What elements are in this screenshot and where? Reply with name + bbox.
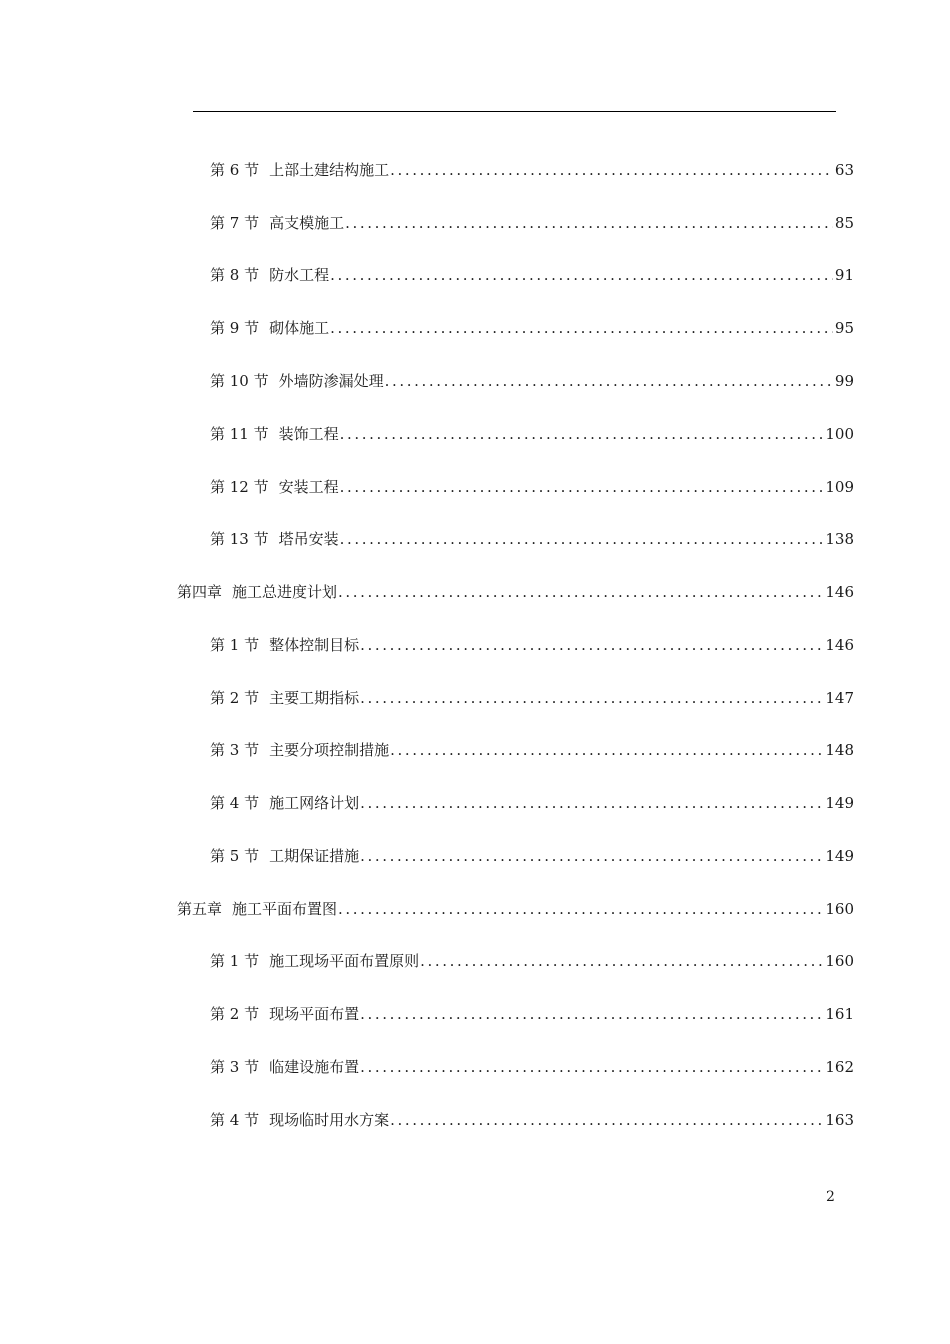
dot-leader [360, 1055, 823, 1079]
toc-entry[interactable] [210, 1108, 854, 1132]
toc-entry-title: 外墙防渗漏处理 [278, 372, 384, 390]
toc-entry[interactable] [210, 844, 854, 868]
page-number: 2 [826, 1189, 835, 1205]
toc-entry-number: 第五章 [177, 900, 223, 918]
dot-leader [345, 211, 833, 235]
toc-entry-page: 146 [825, 636, 854, 654]
dot-leader [390, 158, 833, 182]
toc-entry-number: 第 6 节 [210, 161, 260, 179]
toc-entry-title: 装饰工程 [278, 425, 339, 443]
toc-entry-page: 162 [825, 1058, 854, 1076]
toc-entry-title: 主要分项控制措施 [269, 741, 390, 759]
toc-entry-title: 施工现场平面布置原则 [269, 952, 420, 970]
dot-leader [340, 422, 824, 446]
toc-entry[interactable] [210, 158, 854, 182]
toc-entry-page: 100 [825, 425, 854, 443]
toc-entry-number: 第 5 节 [210, 847, 260, 865]
toc-entry[interactable] [210, 263, 854, 287]
toc-entry-number: 第 12 节 [210, 478, 269, 496]
toc-entry-page: 85 [834, 214, 854, 232]
toc-entry-title: 安装工程 [278, 478, 339, 496]
toc-entry[interactable] [210, 738, 854, 762]
dot-leader [360, 844, 823, 868]
toc-entry[interactable] [210, 475, 854, 499]
dot-leader [340, 527, 824, 551]
toc-entry-page: 63 [834, 161, 854, 179]
toc-entry-number: 第 1 节 [210, 636, 260, 654]
dot-leader [338, 580, 823, 604]
toc-entry-page: 163 [825, 1111, 854, 1129]
toc-entry-page: 147 [825, 689, 854, 707]
toc-entry-number: 第 9 节 [210, 319, 260, 337]
header-rule [193, 111, 836, 112]
toc-entry[interactable] [210, 791, 854, 815]
toc-entry[interactable] [210, 316, 854, 340]
toc-entry[interactable] [210, 1055, 854, 1079]
toc-entry-number: 第 2 节 [210, 689, 260, 707]
dot-leader [360, 686, 823, 710]
toc-entry-page: 138 [825, 530, 854, 548]
toc-entry-page: 146 [825, 583, 854, 601]
toc-entry[interactable] [210, 422, 854, 446]
toc-entry-page: 149 [825, 794, 854, 812]
toc-entry-number: 第 4 节 [210, 1111, 260, 1129]
toc-entry-title: 施工网络计划 [269, 794, 360, 812]
dot-leader [385, 369, 833, 393]
toc-entry-title: 工期保证措施 [269, 847, 360, 865]
dot-leader [420, 949, 823, 973]
toc-entry[interactable] [210, 211, 854, 235]
toc-entry-page: 148 [825, 741, 854, 759]
toc-entry-page: 95 [834, 319, 854, 337]
toc-entry-number: 第 11 节 [210, 425, 269, 443]
dot-leader [360, 791, 823, 815]
toc-entry-page: 109 [825, 478, 854, 496]
toc-entry-number: 第 10 节 [210, 372, 269, 390]
toc-entry-number: 第 7 节 [210, 214, 260, 232]
toc-entry[interactable] [210, 1002, 854, 1026]
toc-entry-number: 第 3 节 [210, 741, 260, 759]
toc-entry-number: 第 8 节 [210, 266, 260, 284]
toc-entry-number: 第 3 节 [210, 1058, 260, 1076]
toc-entry-title: 施工总进度计划 [232, 583, 338, 601]
toc-entry[interactable] [210, 527, 854, 551]
dot-leader [360, 1002, 823, 1026]
toc-entry-page: 161 [825, 1005, 854, 1023]
toc-entry-title: 整体控制目标 [269, 636, 360, 654]
toc-entry-page: 160 [825, 900, 854, 918]
toc-entry-title: 高支模施工 [269, 214, 345, 232]
toc-entry-number: 第 4 节 [210, 794, 260, 812]
dot-leader [338, 897, 823, 921]
toc-entry-page: 160 [825, 952, 854, 970]
toc-entry-title: 上部土建结构施工 [269, 161, 390, 179]
toc-chapter-entry[interactable] [177, 897, 854, 921]
dot-leader [390, 1108, 823, 1132]
toc-entry-title: 防水工程 [269, 266, 330, 284]
toc-entry-title: 现场临时用水方案 [269, 1111, 390, 1129]
dot-leader [390, 738, 823, 762]
toc-chapter-entry[interactable] [177, 580, 854, 604]
toc-entry[interactable] [210, 633, 854, 657]
toc-entry-number: 第四章 [177, 583, 223, 601]
toc-entry-title: 临建设施布置 [269, 1058, 360, 1076]
toc-entry[interactable] [210, 686, 854, 710]
toc-entry-page: 91 [834, 266, 854, 284]
toc-entry-number: 第 13 节 [210, 530, 269, 548]
toc-entry-title: 塔吊安装 [278, 530, 339, 548]
toc-entry-title: 现场平面布置 [269, 1005, 360, 1023]
toc-entry[interactable] [210, 949, 854, 973]
toc-entry-page: 99 [834, 372, 854, 390]
toc-entry-number: 第 1 节 [210, 952, 260, 970]
toc-entry-page: 149 [825, 847, 854, 865]
toc-entry[interactable] [210, 369, 854, 393]
toc-entry-title: 主要工期指标 [269, 689, 360, 707]
toc-entry-title: 施工平面布置图 [232, 900, 338, 918]
dot-leader [330, 263, 833, 287]
dot-leader [330, 316, 833, 340]
dot-leader [360, 633, 823, 657]
toc-entry-number: 第 2 节 [210, 1005, 260, 1023]
dot-leader [340, 475, 824, 499]
toc-entry-title: 砌体施工 [269, 319, 330, 337]
